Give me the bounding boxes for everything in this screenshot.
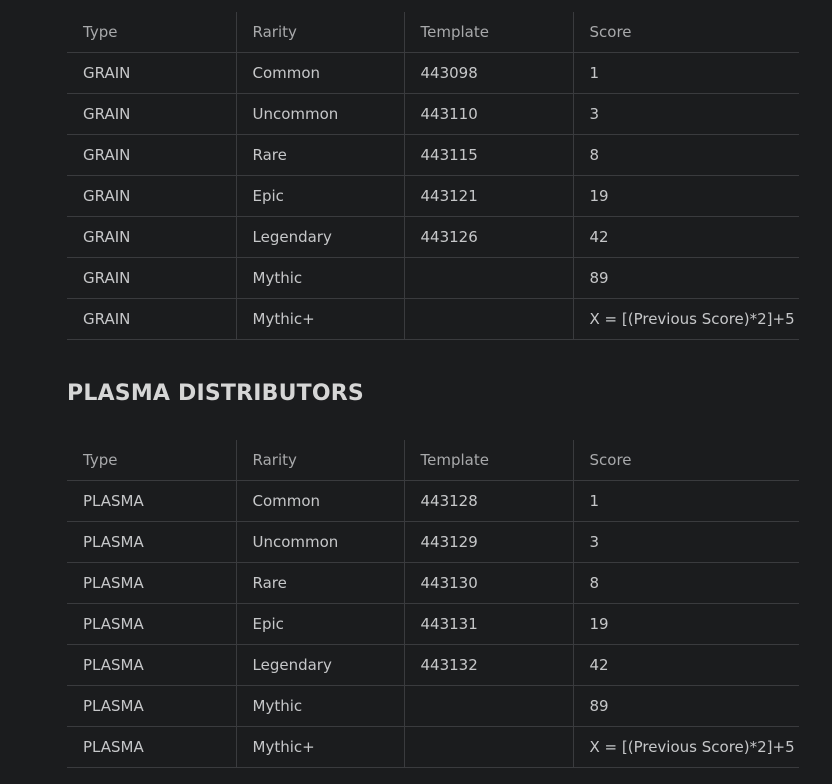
- cell-template: [404, 299, 573, 340]
- cell-rarity: Mythic: [236, 686, 404, 727]
- cell-score: 3: [573, 522, 799, 563]
- table-row: [67, 522, 799, 563]
- cell-type: PLASMA: [67, 645, 236, 686]
- table-row: [67, 481, 799, 522]
- table-header-row: [67, 440, 799, 481]
- header-score: Score: [573, 12, 799, 53]
- cell-type: PLASMA: [67, 686, 236, 727]
- cell-score: 89: [573, 686, 799, 727]
- cell-template: [404, 686, 573, 727]
- header-template: Template: [404, 440, 573, 481]
- cell-template: 443130: [404, 563, 573, 604]
- cell-score: 19: [573, 176, 799, 217]
- table-row: [67, 217, 799, 258]
- table-row: [67, 645, 799, 686]
- cell-type: GRAIN: [67, 258, 236, 299]
- table-row: [67, 299, 799, 340]
- cell-rarity: Uncommon: [236, 522, 404, 563]
- header-template: Template: [404, 12, 573, 53]
- grain-score-table: [67, 12, 799, 340]
- table-header-row: [67, 12, 799, 53]
- cell-rarity: Common: [236, 481, 404, 522]
- cell-template: [404, 727, 573, 768]
- cell-type: GRAIN: [67, 135, 236, 176]
- cell-template: 443121: [404, 176, 573, 217]
- cell-score: 42: [573, 645, 799, 686]
- cell-rarity: Uncommon: [236, 94, 404, 135]
- header-type: Type: [67, 440, 236, 481]
- cell-template: 443098: [404, 53, 573, 94]
- table-row: [67, 563, 799, 604]
- cell-rarity: Legendary: [236, 645, 404, 686]
- header-type: Type: [67, 12, 236, 53]
- cell-score: 8: [573, 563, 799, 604]
- cell-type: PLASMA: [67, 563, 236, 604]
- section-heading-plasma-distributors: PLASMA DISTRIBUTORS: [67, 381, 364, 406]
- cell-rarity: Common: [236, 53, 404, 94]
- cell-template: 443132: [404, 645, 573, 686]
- cell-type: PLASMA: [67, 522, 236, 563]
- cell-template: 443110: [404, 94, 573, 135]
- cell-template: 443115: [404, 135, 573, 176]
- cell-score: 89: [573, 258, 799, 299]
- header-score: Score: [573, 440, 799, 481]
- table-row: [67, 604, 799, 645]
- header-rarity: Rarity: [236, 440, 404, 481]
- cell-score: 8: [573, 135, 799, 176]
- table-row: [67, 135, 799, 176]
- table-row: [67, 94, 799, 135]
- table-row: [67, 176, 799, 217]
- cell-rarity: Mythic: [236, 258, 404, 299]
- cell-score: 42: [573, 217, 799, 258]
- plasma-score-table: [67, 440, 799, 768]
- cell-template: [404, 258, 573, 299]
- cell-score: 3: [573, 94, 799, 135]
- cell-type: PLASMA: [67, 481, 236, 522]
- table-row: [67, 727, 799, 768]
- cell-template: 443129: [404, 522, 573, 563]
- cell-type: PLASMA: [67, 727, 236, 768]
- cell-rarity: Mythic+: [236, 727, 404, 768]
- cell-template: 443128: [404, 481, 573, 522]
- cell-rarity: Epic: [236, 176, 404, 217]
- cell-type: GRAIN: [67, 217, 236, 258]
- cell-score: 1: [573, 481, 799, 522]
- cell-rarity: Epic: [236, 604, 404, 645]
- table-row: [67, 53, 799, 94]
- table-row: [67, 258, 799, 299]
- cell-type: PLASMA: [67, 604, 236, 645]
- cell-rarity: Rare: [236, 563, 404, 604]
- header-rarity: Rarity: [236, 12, 404, 53]
- cell-rarity: Mythic+: [236, 299, 404, 340]
- cell-rarity: Rare: [236, 135, 404, 176]
- cell-score: 1: [573, 53, 799, 94]
- cell-score: 19: [573, 604, 799, 645]
- cell-template: 443131: [404, 604, 573, 645]
- table-row: [67, 686, 799, 727]
- cell-score: X = [(Previous Score)*2]+5: [573, 299, 799, 340]
- cell-template: 443126: [404, 217, 573, 258]
- cell-type: GRAIN: [67, 94, 236, 135]
- cell-type: GRAIN: [67, 176, 236, 217]
- cell-type: GRAIN: [67, 299, 236, 340]
- cell-type: GRAIN: [67, 53, 236, 94]
- cell-rarity: Legendary: [236, 217, 404, 258]
- cell-score: X = [(Previous Score)*2]+5: [573, 727, 799, 768]
